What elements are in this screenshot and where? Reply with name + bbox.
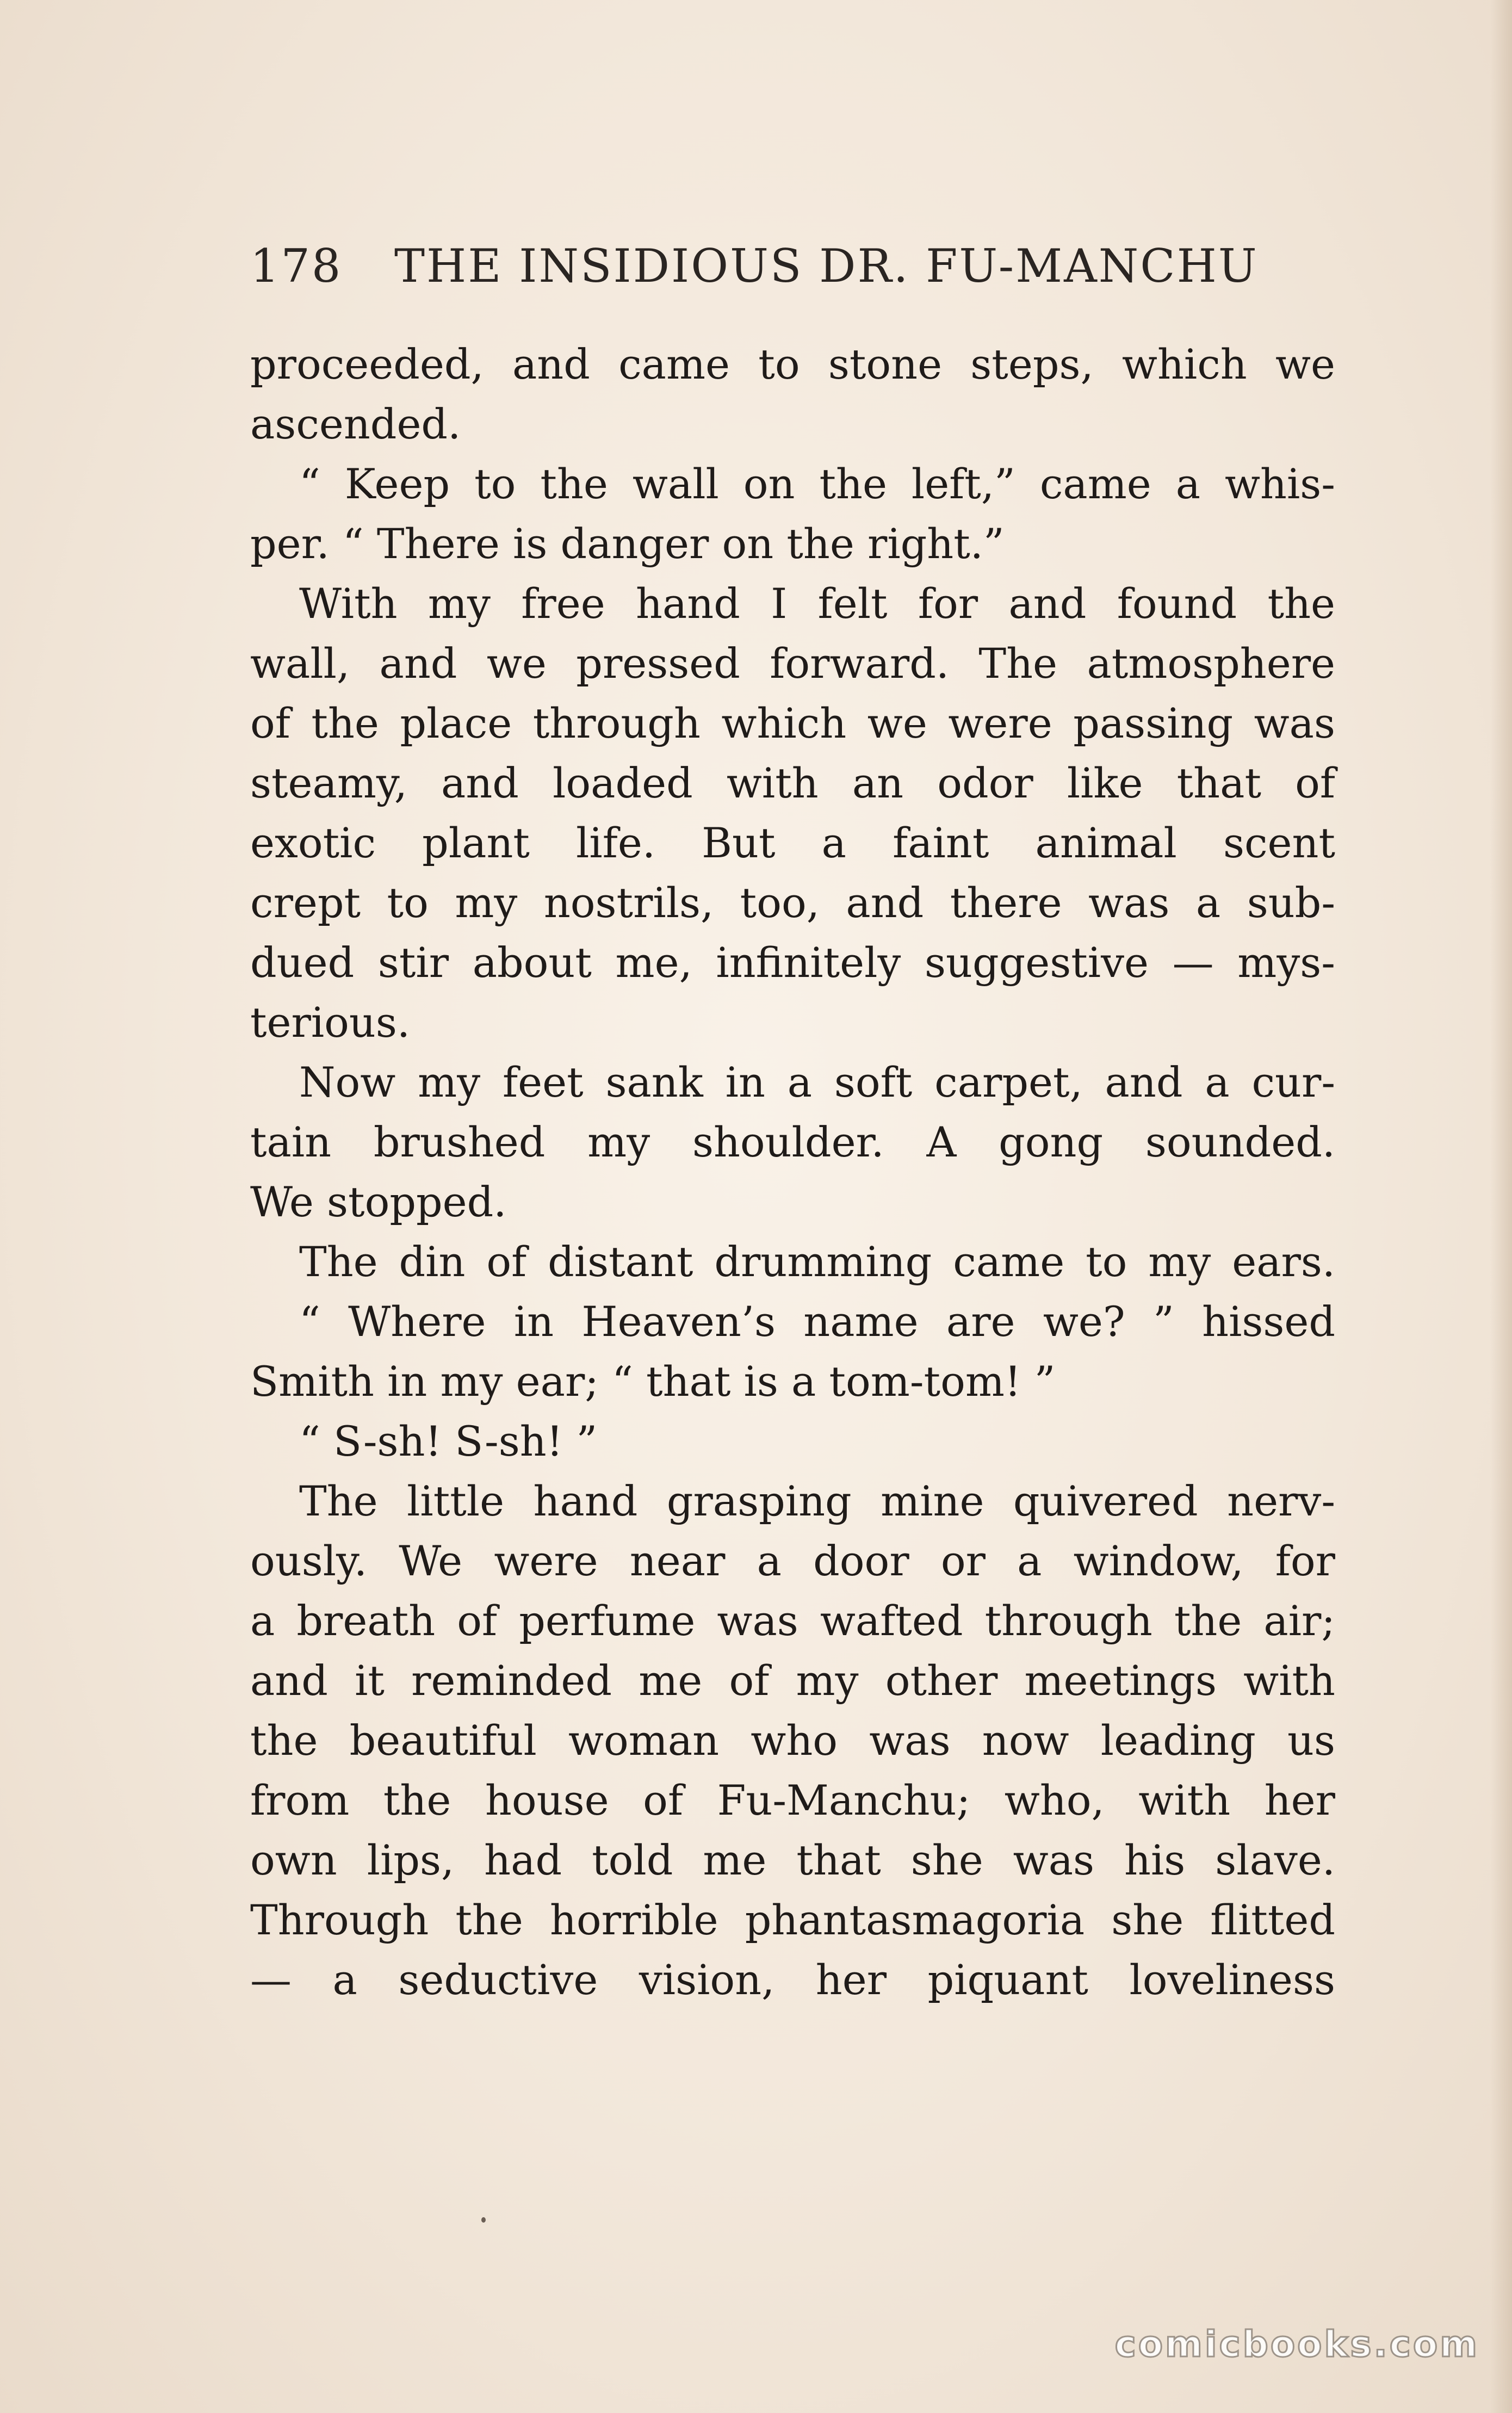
text-line: terious. <box>250 998 411 1047</box>
text-line: exotic plant life. But a faint animal scent <box>250 819 1335 867</box>
text-line: The little hand grasping mine quivered nerv- <box>299 1477 1335 1525</box>
text-line: Through the horrible phantasmagoria she flitted <box>250 1896 1335 1944</box>
text-line: tain brushed my shoulder. A gong sounded. <box>250 1118 1335 1166</box>
text-line: proceeded, and came to stone steps, which we <box>250 340 1335 388</box>
text-line: The din of distant drumming came to my ears. <box>299 1238 1335 1286</box>
body-text <box>250 335 1335 2010</box>
text-line: “ S-sh! S-sh! ” <box>299 1417 598 1465</box>
text-line: “ Where in Heaven’s name are we? ” hissed <box>299 1297 1335 1346</box>
text-line: “ Keep to the wall on the left,” came a whis- <box>299 460 1335 508</box>
running-title: THE INSIDIOUS DR. FU-MANCHU <box>394 239 1259 293</box>
text-line: — a seductive vision, her piquant loveliness <box>250 1956 1335 2004</box>
text-line: We stopped. <box>250 1178 507 1226</box>
text-line: of the place through which we were passing was <box>250 699 1335 747</box>
text-line: dued stir about me, infinitely suggestive — mys- <box>250 938 1335 987</box>
text-line: from the house of Fu-Manchu; who, with her <box>250 1776 1335 1824</box>
text-line: Now my feet sank in a soft carpet, and a cur- <box>299 1058 1335 1106</box>
page-edge-shadow <box>1490 0 1512 2413</box>
paper-speck <box>481 2217 486 2223</box>
text-line: With my free hand I felt for and found the <box>299 579 1335 628</box>
watermark: comicbooks.com <box>1114 2323 1479 2365</box>
text-line: crept to my nostrils, too, and there was a sub- <box>250 878 1335 927</box>
text-line: Smith in my ear; “ that is a tom-tom! ” <box>250 1357 1056 1406</box>
text-line: the beautiful woman who was now leading us <box>250 1716 1335 1765</box>
text-line: own lips, had told me that she was his slave. <box>250 1836 1335 1884</box>
text-line: and it reminded me of my other meetings with <box>250 1656 1335 1705</box>
text-line: per. “ There is danger on the right.” <box>250 519 1005 568</box>
page-number: 178 <box>250 239 343 293</box>
text-line: steamy, and loaded with an odor like that of <box>250 759 1335 807</box>
text-line: ously. We were near a door or a window, for <box>250 1537 1335 1585</box>
page-header <box>250 239 1284 305</box>
text-line: wall, and we pressed forward. The atmosphere <box>250 639 1335 688</box>
text-line: a breath of perfume was wafted through the air; <box>250 1597 1335 1645</box>
text-line: ascended. <box>250 400 461 448</box>
